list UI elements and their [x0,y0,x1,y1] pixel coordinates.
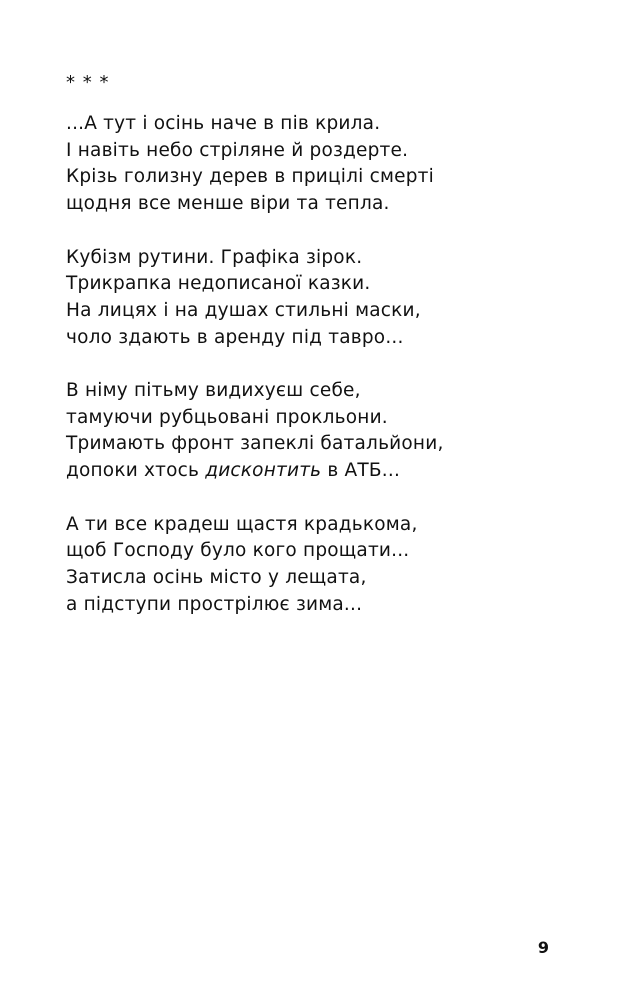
poem-line: щоб Господу було кого прощати... [66,540,410,562]
poem-line: Затисла осінь місто у лещата, [66,566,367,588]
poem-line: Трикрапка недописаної казки. [66,273,371,295]
poem-line: чоло здають в аренду під тавро... [66,326,404,348]
poem-line: ...А тут і осінь наче в пів крила. [66,113,381,134]
stanza-1 [66,111,566,218]
poem-line: а підступи прострілює зима... [66,593,363,615]
stanza-4 [66,512,566,619]
poem-separator: * * * [66,72,110,93]
stanza-3 [66,378,566,485]
page-number: 9 [537,938,549,957]
poem-italic-word: дисконтить [205,460,322,482]
poem-line-mixed [66,458,566,485]
poem-line: Крізь голизну дерев в прицілі смерті [66,166,434,188]
stanza-2 [66,245,566,352]
poem-line: Тримають фронт запеклі батальйони, [66,433,444,455]
poem-line-start: допоки хтось [66,460,200,482]
poem-line: На лицях і на душах стильні маски, [66,299,421,321]
poem-line: Кубізм рутини. Графіка зірок. [66,246,363,268]
poem-line: А ти все крадеш щастя крадькома, [66,513,418,535]
poem-line: тамуючи рубцьовані прокльони. [66,406,388,428]
poem-line: щодня все менше віри та тепла. [66,193,390,215]
poem-line: В німу пітьму видихуєш себе, [66,380,361,401]
poem-line-end: в АТБ... [321,460,401,482]
poem [66,111,566,645]
poem-line: І навіть небо стріляне й роздерте. [66,139,409,161]
